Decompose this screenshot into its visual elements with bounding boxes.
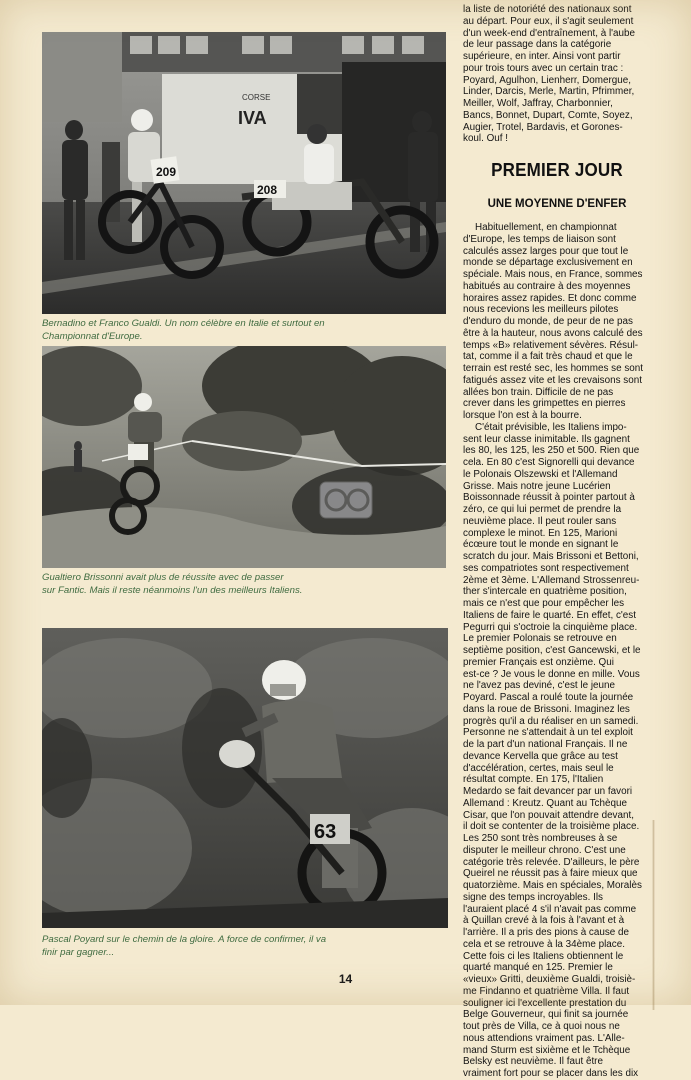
body-line: monde se départage exclusivement en (463, 257, 633, 269)
body-line: me Findanno et quatrième Villa. Il faut (463, 985, 630, 997)
caption-line: sur Fantic. Mais il reste néanmoins l'un des meilleurs Italiens. (42, 584, 303, 596)
body-line: nous recevions les meilleurs pilotes (463, 304, 619, 316)
body-line: horaires assez rapides. Et donc comme (463, 292, 637, 304)
body-line: mand Sturm est sixième et le Tchèque (463, 1044, 631, 1056)
caption-photo-1 (42, 318, 446, 343)
intro-line: pour trois tours avec un certain trac : (463, 62, 624, 74)
article-intro (463, 4, 651, 145)
body-line: habitués au contraire à des moyennes (463, 280, 631, 292)
body-line: C'était prévisible, les Italiens impo- (475, 421, 627, 433)
body-line: crever dans les grimpettes en pierres (463, 398, 626, 410)
body-line: écœure tout le monde en signant le (463, 539, 619, 551)
caption-photo-2 (42, 572, 446, 597)
intro-line: d'un week-end d'entraînement, à l'aube (463, 27, 636, 39)
body-line: progrès qu'il a du réaliser en un samedi. (463, 715, 639, 727)
body-line: zéro, ce qui lui permet de prendre la (463, 504, 622, 515)
body-line: ses compatriotes sont respectivement (463, 562, 629, 574)
caption-line: Bernadino et Franco Gualdi. Un nom célèbre en Italie et surtout en (42, 318, 325, 329)
body-line: disputer le meilleur chrono. C'est une (463, 844, 626, 856)
article-body (463, 222, 651, 1080)
body-line: sent leur classe inimitable. Ils gagnent (463, 433, 630, 445)
photo-pascal-poyard (42, 628, 448, 928)
body-line: d'accélération, certes, mais seul le (463, 762, 614, 774)
body-line: 2ème et 3ème. L'Allemand Strossenreu- (463, 574, 640, 586)
body-line: terrain est resté sec, les hommes se sont (463, 363, 644, 374)
body-line: Italiens de faire le quarté. En effet, c'est (463, 609, 636, 621)
body-line: à Quillan crevé à la fois à l'avant et à (463, 915, 625, 927)
body-line: nous attendions vraiment pas. L'Alle- (463, 1032, 625, 1044)
body-line: mais ce n'est que pour empêcher les (463, 598, 625, 609)
body-line: est-ce ? Je vous le donne en mille. Vous (463, 668, 640, 680)
body-line: résultat compte. En 175, l'Italien (463, 774, 604, 786)
body-line: Pegurri qui s'octroie la cinquième place. (463, 621, 638, 633)
rider3-plate: 63 (314, 821, 337, 843)
body-line: quarté manqué en 125. Premier le (463, 962, 613, 974)
body-line: complexe le minot. En 125, Marioni (463, 527, 618, 539)
intro-line: Bancs, Bonnet, Dupart, Comte, Soyez, (463, 109, 633, 121)
body-line: Grisse. Mais notre jeune Lucérien (463, 480, 611, 492)
body-line: Queirel ne réussit pas à faire mieux que (463, 868, 638, 880)
body-line: septième position, c'est Gancewski, et le (463, 645, 641, 656)
body-line: vraiment fort pour se placer dans les dix (463, 1068, 639, 1079)
body-line: temps «B» relativement sévères. Résul- (463, 339, 639, 351)
photo-forest-rider (42, 346, 446, 568)
body-line: Belsky est neuvième. Il faut être (463, 1056, 603, 1068)
bike1-plate: 209 (156, 165, 177, 179)
caption-line: Gualtiero Brissonni avait plus de réussite avec de passer (42, 572, 284, 583)
intro-line: au départ. Pour eux, il s'agit seulement (463, 15, 634, 27)
intro-line: Meiller, Wolf, Jaffray, Charbonnier, (463, 98, 613, 109)
body-line: les 80, les 125, les 250 et 500. Rien que (463, 445, 640, 457)
body-line: tout près de Villa, ce à quoi nous ne (463, 1021, 620, 1032)
body-line: Medardo se fait devancer par un favori (463, 786, 633, 797)
body-line: Boissonnade réussit à pointer partout à (463, 492, 635, 504)
intro-line: de leur passage dans la catégorie (463, 39, 612, 51)
intro-line: Augier, Trotel, Bardavis, et Gorones- (463, 121, 623, 133)
page-number: 14 (338, 972, 353, 986)
section-heading: PREMIER JOUR (491, 159, 623, 180)
body-line: être à la hauteur, nous avons calculé des (463, 327, 643, 339)
photo-paddock (42, 32, 446, 314)
intro-line: la liste de notoriété des nationaux sont (463, 4, 632, 15)
body-line: cela et se retrouve à la 34ème place. (463, 938, 625, 950)
body-line: Cisar, que l'on pouvait attendre devant, (463, 809, 634, 821)
body-line: dans la roue de Brissoni. Imaginez les (463, 703, 630, 715)
body-line: l'auraient placé 4 s'il n'avait pas comme (463, 903, 637, 915)
body-line: neuvième place. Il peut rouler sans (463, 515, 617, 527)
body-line: tat, comme il a fait très chaud et que le (463, 351, 633, 363)
body-line: fatigués assez vite et les crevaisons sont (463, 374, 642, 386)
body-line: lorsque l'on est à la bourre. (463, 410, 582, 421)
body-line: spéciale. Mais nous, en France, sommes (463, 269, 643, 280)
van-sign-big: IVA (238, 108, 267, 128)
body-line: souligner ici l'excellente prestation du (463, 997, 627, 1009)
body-line: d'enduro du monde, de peur de ne pas (463, 316, 633, 327)
body-line: Poyard. Pascal a roulé toute la journée (463, 692, 634, 703)
body-line: l'arrière. Il a pris des pions à cause de (463, 927, 630, 938)
bike2-plate: 208 (257, 183, 278, 197)
body-line: ther s'intercale en quatrième position, (463, 586, 627, 598)
body-line: le Polonais Olszewski et l'Allemand (463, 468, 618, 480)
caption-photo-3 (42, 934, 446, 959)
intro-line: koul. Ouf ! (463, 133, 509, 145)
caption-line: finir par gagner... (42, 946, 115, 958)
body-line: d'Europe, les temps de liaison sont (463, 233, 616, 245)
body-line: «vieux» Gritti, deuxième Gualdi, troisiè- (463, 974, 636, 985)
intro-line: Poyard, Agulhon, Lienherr, Domergue, (463, 74, 631, 86)
body-line: quatorzième. Mais en spéciales, Moralès (463, 880, 642, 891)
body-line: scratch du jour. Mais Brissoni et Bettoni, (463, 551, 639, 562)
intro-line: Linder, Darcis, Merle, Martin, Pfrimmer, (463, 86, 635, 98)
body-line: ne l'avez pas deviné, c'est le jeune (463, 680, 615, 692)
body-line: premier Français est onzième. Qui (463, 656, 614, 668)
body-line: devance Kervella que grâce au test (463, 750, 618, 762)
body-line: allées bon train. Difficile de ne pas (463, 386, 614, 398)
body-line: Cette fois ci les Italiens obtiennent le (463, 950, 624, 962)
body-line: Belge Gouverneur, qui finit sa journée (463, 1009, 629, 1021)
body-line: Allemand : Kreutz. Quant au Tchèque (463, 797, 627, 809)
body-line: Habituellement, en championnat (475, 222, 617, 233)
body-line: Personne ne s'attendait à un tel exploit (463, 727, 633, 739)
body-line: Les 250 sont très nombreuses à se (463, 833, 618, 844)
caption-line: Pascal Poyard sur le chemin de la gloire. A force de confirmer, il va (42, 934, 327, 945)
van-sign-small: CORSE (242, 93, 271, 102)
body-line: signe des temps incroyables. Ils (463, 891, 603, 903)
body-line: Le premier Polonais se retrouve en (463, 633, 617, 645)
body-line: calculés assez larges pour que tout le (463, 245, 629, 257)
body-line: catégorie très relevée. D'ailleurs, le père (463, 856, 640, 868)
caption-line: Championnat d'Europe. (42, 330, 143, 342)
body-line: il doit se contenter de la troisième place. (463, 821, 640, 833)
watermark-stamp (316, 478, 376, 522)
body-line: de la part d'un national Français. Il ne (463, 739, 628, 750)
intro-line: supérieure, en inter. Ainsi vont partir (463, 51, 621, 62)
body-line: cela. En 80 c'est Signorelli qui devance (463, 457, 635, 468)
section-subheading: UNE MOYENNE D'ENFER (487, 198, 627, 210)
